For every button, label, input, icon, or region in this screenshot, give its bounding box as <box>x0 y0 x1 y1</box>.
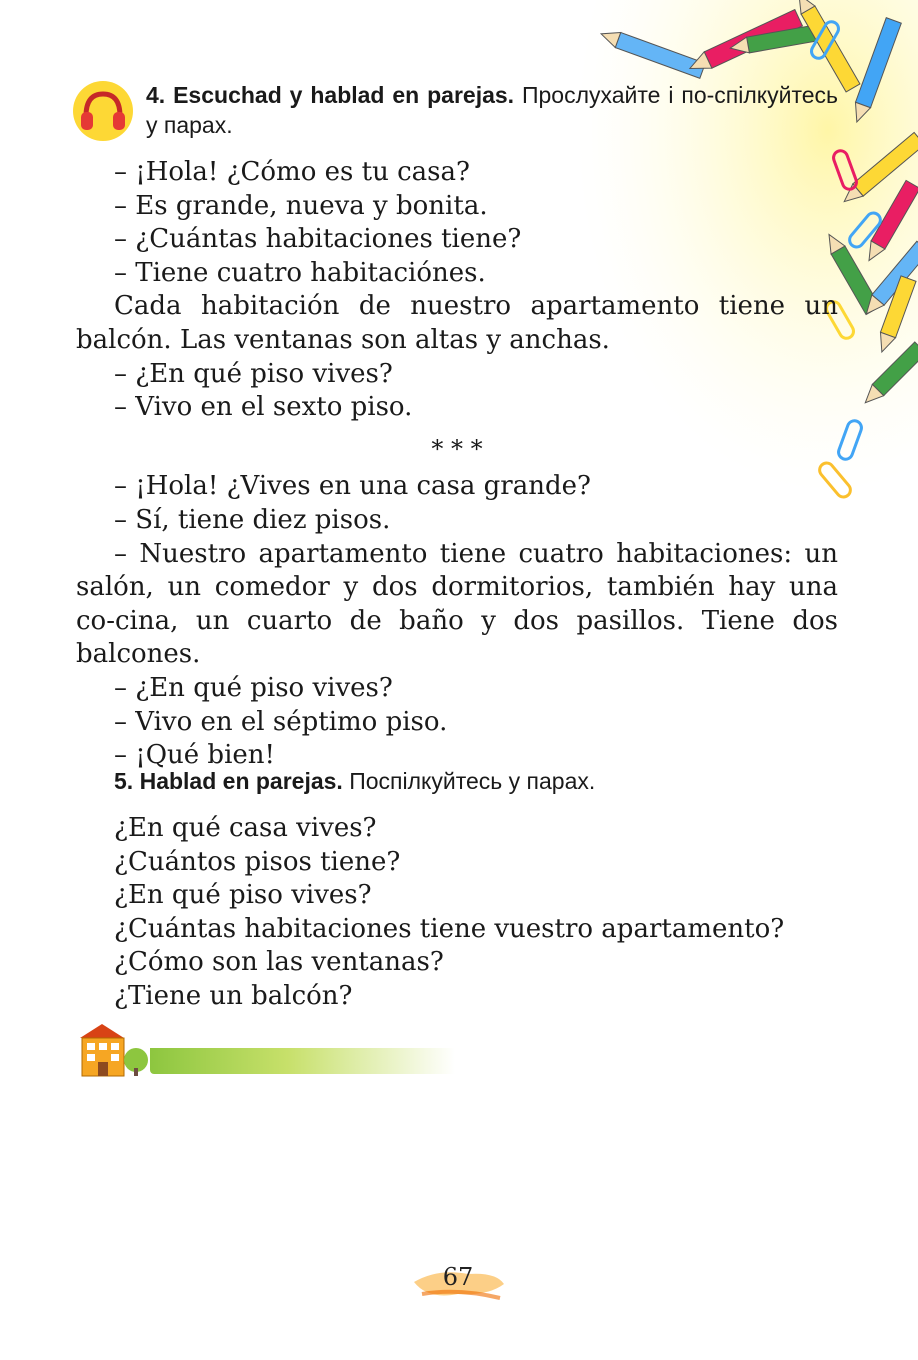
dialogue-line: – ¿En qué piso vives? <box>114 672 393 703</box>
dialogue-line: – ¿En qué piso vives? <box>114 358 393 389</box>
question-item: ¿En qué casa vives? <box>114 813 377 843</box>
dialogue-line: – Vivo en el séptimo piso. <box>114 706 448 737</box>
house-icon <box>76 1022 152 1078</box>
question-item: ¿Cómo son las ventanas? <box>114 947 444 978</box>
dialogue-line: – ¡Hola! ¿Cómo es tu casa? <box>114 157 470 187</box>
question-item: ¿Cuántas habitaciones tiene vuestro apartamento? <box>114 913 785 944</box>
exercise-4-number: 4. <box>146 82 166 108</box>
dialogue-line: – ¡Hola! ¿Vives en una casa grande? <box>114 471 591 502</box>
exercise-5-instruction <box>114 766 806 796</box>
dialogue-line: – ¿Cuántas habitaciones tiene? <box>114 224 522 255</box>
section-separator: * * * <box>431 434 483 463</box>
paragraph-text: Cada habitación de nuestro apartamento tiene un balcón. Las ventanas son altas y anchas. <box>76 291 838 355</box>
paragraph-text: – Nuestro apartamento tiene cuatro habitaciones: un salón, un comedor y dos dormitorios, también hay una co-cina, un cuarto de baño y dos pasillos. Tiene dos balcones. <box>76 538 838 670</box>
question-list <box>114 812 784 1014</box>
question-item: ¿Cuántos pisos tiene? <box>114 846 401 877</box>
exercise-4-title-es: Escuchad y hablad en parejas. <box>173 82 515 108</box>
page-number-badge <box>408 1260 508 1310</box>
dialogue-line: – Vivo en el sexto piso. <box>114 392 413 423</box>
dialogue-line: – Sí, tiene diez pisos. <box>114 504 391 535</box>
exercise-5-number: 5. <box>114 768 134 794</box>
exercise-4-instruction <box>146 80 838 140</box>
exercise-5-title-es: Hablad en parejas. <box>139 768 343 794</box>
exercise-4-title-uk: Прослухайте і по-спілкуйтесь у парах. <box>146 82 838 138</box>
dialogue-block <box>76 156 838 773</box>
question-item: ¿Tiene un balcón? <box>114 980 353 1011</box>
exercise-5-title-uk: Поспілкуйтесь у парах. <box>349 768 596 794</box>
page-number: 67 <box>442 1263 474 1291</box>
dialogue-line: – Es grande, nueva y bonita. <box>114 190 488 221</box>
dialogue-line: – Tiene cuatro habitaciónes. <box>114 257 486 288</box>
section-divider-bar <box>150 1048 455 1074</box>
question-item: ¿En qué piso vives? <box>114 880 372 911</box>
headphones-icon <box>72 80 134 142</box>
dialogue-line: – ¡Qué bien! <box>114 740 275 771</box>
